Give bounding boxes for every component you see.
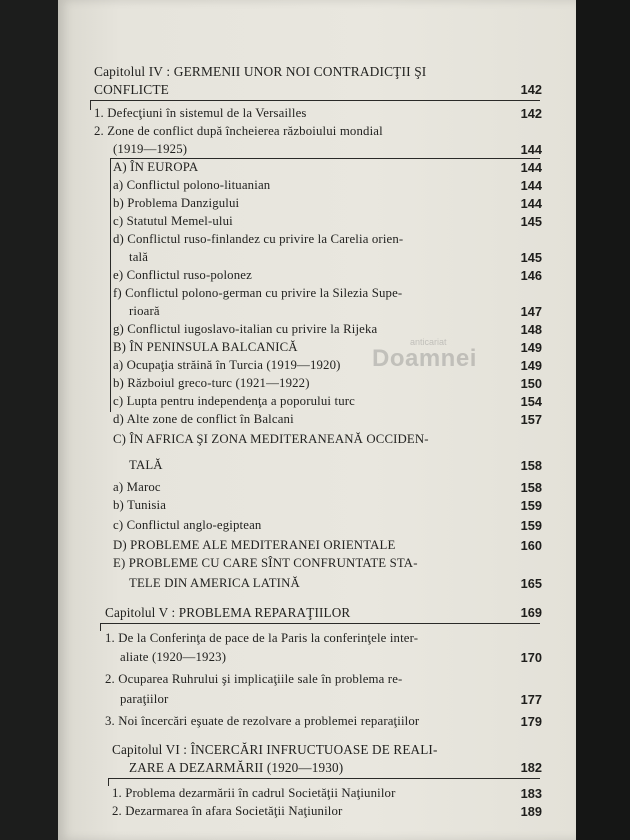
page-number: 154 bbox=[520, 394, 542, 409]
page-number: 144 bbox=[520, 196, 542, 211]
page-number: 150 bbox=[520, 376, 542, 391]
page-number: 149 bbox=[520, 358, 542, 373]
toc-entry: d) Conflictul ruso-finlandez cu privire la Carelia orien- bbox=[113, 232, 404, 246]
chapter-heading-cont: ZARE A DEZARMĂRII (1920—1930) bbox=[129, 760, 344, 775]
page-number: 144 bbox=[520, 160, 542, 175]
page-number: 144 bbox=[520, 142, 542, 157]
page-number: 144 bbox=[520, 178, 542, 193]
toc-entry: f) Conflictul polono-german cu privire la Silezia Supe- bbox=[113, 286, 403, 300]
toc-entry-cont: aliate (1920—1923) bbox=[120, 650, 227, 664]
toc-entry: a) Ocupaţia străină în Turcia (1919—1920) bbox=[113, 358, 341, 372]
toc-entry: c) Conflictul anglo-egiptean bbox=[113, 518, 262, 532]
watermark: Doamnei bbox=[372, 345, 477, 372]
page-number: 142 bbox=[520, 82, 542, 97]
chapter-heading: Capitolul V : PROBLEMA REPARAŢIILOR bbox=[105, 605, 351, 620]
toc-entry: A) ÎN EUROPA bbox=[113, 160, 199, 174]
chapter-bracket bbox=[90, 100, 91, 110]
toc-entry: g) Conflictul iugoslavo-italian cu privire la Rijeka bbox=[113, 322, 378, 336]
page-number: 149 bbox=[520, 340, 542, 355]
section-underline bbox=[110, 158, 540, 159]
chapter-bracket bbox=[108, 778, 109, 786]
toc-entry: 3. Noi încercări eşuate de rezolvare a problemei reparaţiilor bbox=[105, 714, 420, 728]
page-number: 146 bbox=[520, 268, 542, 283]
toc-entry-cont: (1919—1925) bbox=[113, 142, 188, 156]
toc-entry: b) Războiul greco-turc (1921—1922) bbox=[113, 376, 310, 390]
page-number: 160 bbox=[520, 538, 542, 553]
page-number: 145 bbox=[520, 250, 542, 265]
section-bracket bbox=[110, 158, 111, 412]
page-number: 142 bbox=[520, 106, 542, 121]
chapter-heading: Capitolul VI : ÎNCERCĂRI INFRUCTUOASE DE REALI- bbox=[112, 742, 438, 757]
toc-entry: b) Problema Danzigului bbox=[113, 196, 240, 210]
page-number: 182 bbox=[520, 760, 542, 775]
toc-entry: 1. Defecţiuni în sistemul de la Versailles bbox=[94, 106, 307, 120]
page-number: 157 bbox=[520, 412, 542, 427]
toc-entry: 2. Ocuparea Ruhrului şi implicaţiile sale în problema re- bbox=[105, 672, 403, 686]
page-number: 170 bbox=[520, 650, 542, 665]
chapter-heading-cont: CONFLICTE bbox=[94, 82, 169, 97]
page-number: 183 bbox=[520, 786, 542, 801]
toc-entry-cont: TALĂ bbox=[129, 458, 163, 472]
chapter-underline bbox=[100, 623, 540, 624]
page-number: 165 bbox=[520, 576, 542, 591]
page-number: 159 bbox=[520, 498, 542, 513]
watermark-small: anticariat bbox=[410, 337, 447, 347]
toc-entry: E) PROBLEME CU CARE SÎNT CONFRUNTATE STA- bbox=[113, 556, 418, 570]
toc-entry: C) ÎN AFRICA ŞI ZONA MEDITERANEANĂ OCCIDEN- bbox=[113, 432, 429, 446]
page-number: 159 bbox=[520, 518, 542, 533]
toc-entry: B) ÎN PENINSULA BALCANICĂ bbox=[113, 340, 298, 354]
toc-entry: c) Statutul Memel-ului bbox=[113, 214, 233, 228]
toc-entry: 2. Zone de conflict după încheierea războiului mondial bbox=[94, 124, 383, 138]
chapter-heading: Capitolul IV : GERMENII UNOR NOI CONTRADICŢII ŞI bbox=[94, 64, 427, 79]
toc-entry-cont: TELE DIN AMERICA LATINĂ bbox=[129, 576, 300, 590]
page-number: 158 bbox=[520, 480, 542, 495]
toc-entry: 2. Dezarmarea în afara Societăţii Naţiunilor bbox=[112, 804, 343, 818]
toc-entry: a) Conflictul polono-lituanian bbox=[113, 178, 271, 192]
page-number: 145 bbox=[520, 214, 542, 229]
chapter-underline bbox=[90, 100, 540, 101]
toc-entry-cont: rioară bbox=[129, 304, 160, 318]
toc-entry-cont: tală bbox=[129, 250, 149, 264]
page-number: 177 bbox=[520, 692, 542, 707]
toc-entry: D) PROBLEME ALE MEDITERANEI ORIENTALE bbox=[113, 538, 396, 552]
toc-entry: a) Maroc bbox=[113, 480, 161, 494]
page-number: 189 bbox=[520, 804, 542, 819]
page-number: 169 bbox=[520, 605, 542, 620]
toc-entry-cont: paraţiilor bbox=[120, 692, 169, 706]
toc-entry: 1. Problema dezarmării în cadrul Societăţii Naţiunilor bbox=[112, 786, 396, 800]
page-number: 148 bbox=[520, 322, 542, 337]
toc-entry: b) Tunisia bbox=[113, 498, 167, 512]
chapter-bracket bbox=[100, 623, 101, 631]
page-number: 147 bbox=[520, 304, 542, 319]
chapter-underline bbox=[108, 778, 540, 779]
page-number: 158 bbox=[520, 458, 542, 473]
page-number: 179 bbox=[520, 714, 542, 729]
toc-entry: c) Lupta pentru independenţa a poporului turc bbox=[113, 394, 355, 408]
toc-entry: e) Conflictul ruso-polonez bbox=[113, 268, 252, 282]
toc-entry: 1. De la Conferinţa de pace de la Paris la conferinţele inter- bbox=[105, 631, 419, 645]
toc-entry: d) Alte zone de conflict în Balcani bbox=[113, 412, 294, 426]
